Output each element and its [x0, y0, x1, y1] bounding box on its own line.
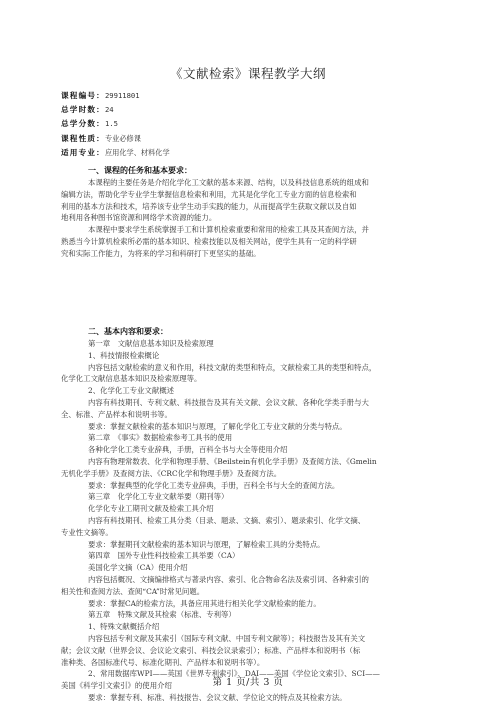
meta-course-type	[61, 132, 170, 146]
paragraph	[61, 177, 437, 224]
paragraph	[61, 491, 437, 503]
paragraph	[61, 432, 437, 444]
meta-value: 24	[104, 105, 114, 115]
text-line: 美国化学文摘（CA）使用介绍	[88, 563, 188, 573]
text-line: 1、特殊文献概括介绍	[88, 622, 160, 632]
text-line: 地利用各种图书馆资源和网络学术资源的能力。	[61, 213, 217, 223]
meta-course-number	[61, 89, 170, 103]
text-line: 化学化工文献信息基本知识及检索原理等。	[61, 374, 202, 384]
meta-key: 课程编号：	[61, 91, 105, 100]
text-line: 无机化学手册》及查阅方法、《CRC化学和物理手册》及查阅方法。	[61, 468, 282, 478]
paragraph	[61, 692, 437, 704]
text-line: 内容有科技期刊、专利文献、科技报告及其有关文献、会议文献、各种化学类手册与大	[88, 398, 369, 407]
paragraph	[61, 350, 437, 362]
paragraph	[61, 633, 437, 668]
paragraph	[61, 397, 437, 421]
paragraph	[61, 562, 437, 574]
text-line: 1、科技情报检索概论	[88, 350, 160, 360]
meta-key: 课程性质：	[61, 133, 105, 143]
text-line: 内容有物理常数表、化学和物理手册、《Beilstein有机化学手册》及查阅方法、《Gmelin	[88, 457, 377, 466]
meta-key: 总学时数：	[61, 105, 105, 115]
text-line: 编辑方法，帮助化学专业学生掌握信息检索和利用，尤其是化学化工专业方面的信息检索和	[61, 189, 357, 199]
text-line: 化学化专业工期刊文献及检索工具介绍	[88, 504, 214, 514]
text-line: 究和实际工作能力，为将来的学习和科研打下更坚实的基础。	[61, 248, 261, 258]
meta-value: 29911801	[104, 91, 140, 100]
paragraph	[61, 338, 437, 350]
paragraph	[61, 609, 437, 621]
paragraph	[61, 503, 437, 515]
meta-value: 应用化学、材料化学	[104, 147, 170, 157]
text-line: 利用的基本方法和技术，培养该专业学生动手实践的能力，从而提高学生获取文献以及自如	[61, 201, 357, 211]
text-line: 内容包括文献检索的意义和作用，科技文献的类型和特点，文献检索工具的类型和特点，	[88, 362, 377, 372]
text-line: 内容有科技期刊、检索工具分类（目录、题录、文摘、索引）、题录索引、化学文摘、	[88, 516, 366, 525]
paragraph	[61, 550, 437, 562]
meta-key: 总学分数：	[61, 119, 105, 129]
text-line: 内容包括专利文献及其索引（国际专利文献、中国专利文献等）；科技报告及其有关文	[88, 634, 366, 643]
meta-total-hours	[61, 103, 170, 117]
text-line: 第一章 文献信息基本知识及检索原理	[88, 339, 214, 348]
document-title: 《文献检索》课程教学大纲	[169, 66, 326, 81]
paragraph	[61, 598, 437, 610]
text-line: 献；会议文献（世界会议、会议论文索引、科技会议录索引）；标准、产品样本和说明书（标	[61, 645, 361, 655]
text-line: 要求：掌握文献检索的基本知识与原理，了解化学化工专业文献的分类与特点。	[88, 421, 347, 431]
text-line: 2、常用数据库WPI——英国《世界专利索引》、DAI——美国《学位论文索引》、SCI——	[88, 669, 380, 679]
text-line: 要求：掌握典型的化学化工类专业辞典，手册，百科全书与大全的查阅方法。	[88, 480, 340, 490]
paragraph	[61, 421, 437, 433]
text-line: 美国《科学引文索引》的使用介绍	[61, 681, 172, 691]
text-line: 内容包括概况、文摘编排格式与著录内容、索引、化合物命名法及索引词、各种索引的	[88, 575, 369, 584]
text-line: 全、标准、产品样本和说明书等。	[61, 409, 172, 419]
course-meta	[61, 89, 170, 160]
text-line: 本课程的主要任务是介绍化学化工文献的基本来源、结构，以及科技信息系统的组成和	[88, 178, 369, 187]
page-footer: 第 1 页/共 3 页	[212, 677, 284, 688]
paragraph	[61, 539, 437, 551]
paragraph	[61, 444, 437, 456]
paragraph	[61, 515, 437, 539]
text-line: 要求：掌握期刊文献检索的基本知识与原理，了解检索工具的分类特点。	[88, 539, 325, 549]
text-line: 要求：掌握CA的检索方法，具备应用其进行相关化学文献检索的能力。	[88, 598, 321, 608]
section-heading-content: 二、基本内容和要求：	[88, 327, 168, 336]
text-line: 第四章 国外专业性科技检索工具举要（CA）	[88, 551, 240, 561]
paragraph	[61, 480, 437, 492]
text-line: 相关性和查阅方法、查阅“CA”时常见问题。	[61, 586, 205, 596]
text-line: 本课程中要求学生系统掌握手工和计算机检索重要和常用的检索工具及其查阅方法，并	[88, 225, 369, 235]
meta-key: 适用专业：	[61, 147, 105, 157]
meta-value: 专业必修课	[104, 133, 141, 143]
text-line: 各种化学化工类专业辞典，手册，百科全书与大全等使用介绍	[88, 445, 288, 455]
text-line: 第二章 《事实》数据检索参考工具书的使用	[88, 433, 233, 443]
text-line: 准种类、各国标准代号、标准化期刊、产品样本和说明书等）。	[61, 657, 265, 667]
paragraph	[61, 385, 437, 397]
paragraph	[61, 456, 437, 480]
text-line: 第三章 化学化工专业文献举要（期刊等）	[88, 492, 229, 502]
paragraph	[61, 224, 437, 259]
text-line: 2、化学化工专业文献概述	[88, 386, 175, 396]
text-line: 要求：掌握专利、标准、科技报告、会议文献、学位论文的特点及其检索方法。	[88, 693, 347, 702]
text-line: 第五章 特殊文献及其检索（标准、专利等）	[88, 610, 236, 620]
text-line: 专业性文摘等。	[61, 527, 113, 537]
paragraph	[61, 574, 437, 598]
paragraph	[61, 621, 437, 633]
meta-applicable-majors	[61, 146, 170, 160]
paragraph	[61, 362, 437, 386]
meta-value: 1.5	[104, 119, 118, 129]
text-line: 熟悉当今计算机检索所必需的基本知识、检索技能以及相关网站，使学生具有一定的科学研	[61, 236, 357, 246]
meta-total-credits	[61, 117, 170, 131]
section-heading-tasks: 一、课程的任务和基本要求：	[88, 166, 192, 175]
